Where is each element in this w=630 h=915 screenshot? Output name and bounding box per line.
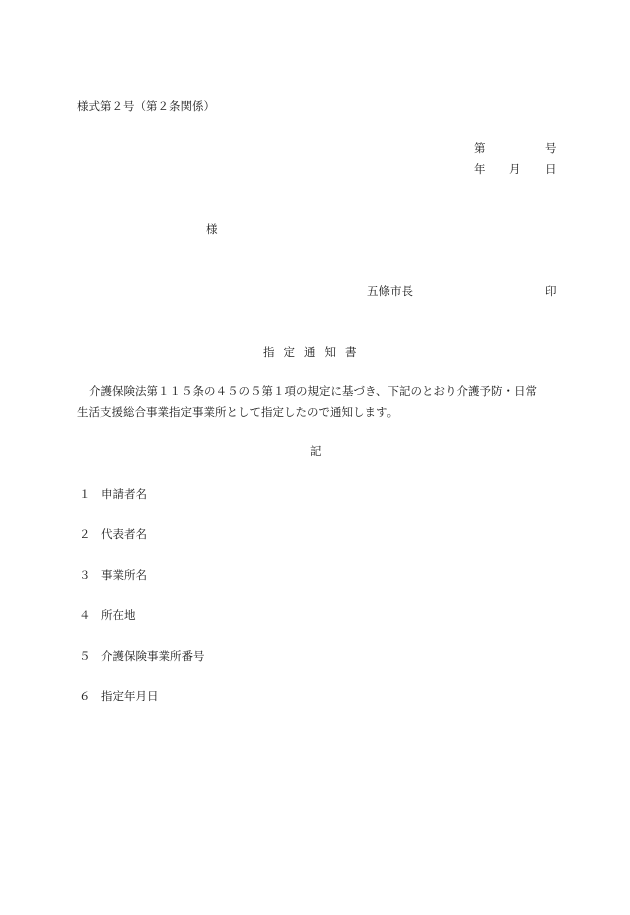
list-item: [79, 651, 205, 663]
item-label: 介護保険事業所番号: [101, 649, 205, 663]
item-label: 所在地: [101, 608, 136, 622]
list-item: [79, 570, 147, 582]
item-label: 代表者名: [101, 527, 147, 541]
item-number: ４: [79, 608, 91, 622]
date-month-label: 月: [509, 162, 521, 176]
list-item: [79, 529, 147, 541]
item-number: ５: [79, 649, 91, 663]
doc-number-suffix: 号: [545, 141, 557, 155]
ki-heading: 記: [310, 444, 322, 458]
item-number: １: [79, 487, 91, 501]
issuer-title: 五條市長: [367, 284, 413, 298]
body-text-line-2: 生活支援総合事業指定事業所として指定したので通知します。: [77, 405, 399, 419]
doc-number-prefix: 第: [474, 141, 486, 155]
list-item: [79, 691, 159, 703]
item-label: 申請者名: [101, 487, 147, 501]
date-day-label: 日: [545, 162, 557, 176]
document-title: 指定通知書: [263, 345, 366, 359]
item-number: ３: [79, 568, 91, 582]
item-number: ６: [79, 689, 91, 703]
form-label: 様式第２号（第２条関係）: [77, 99, 215, 113]
issuer-seal-mark: 印: [545, 284, 557, 298]
addressee-honorific: 様: [206, 222, 218, 236]
list-item: [79, 489, 147, 501]
list-item: [79, 610, 136, 622]
item-label: 指定年月日: [101, 689, 159, 703]
date-year-label: 年: [474, 162, 486, 176]
body-text-line-1: 介護保険法第１１５条の４５の５第１項の規定に基づき、下記のとおり介護予防・日常: [89, 384, 538, 398]
item-number: ２: [79, 527, 91, 541]
item-label: 事業所名: [101, 568, 147, 582]
